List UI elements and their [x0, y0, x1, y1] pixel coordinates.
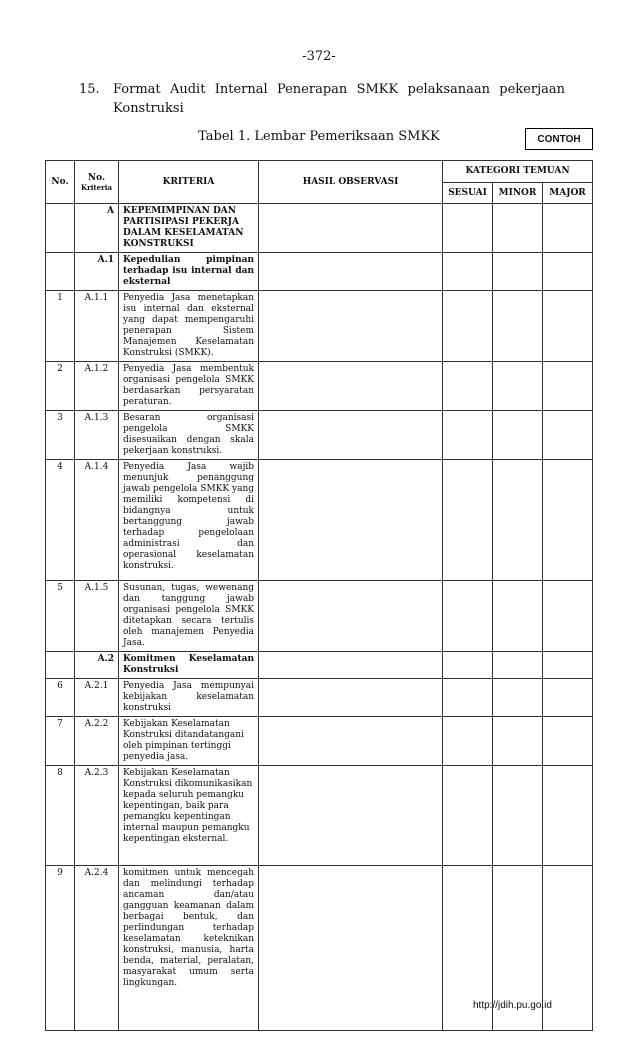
header-no-kriteria-sub: Kriteria — [80, 182, 112, 192]
observation-cell[interactable] — [259, 460, 443, 581]
observation-cell[interactable] — [259, 717, 443, 766]
row-criteria: Kebijakan Keselamatan Konstruksi ditandatangani oleh pimpinan tertinggi penyedia jasa. — [119, 717, 259, 766]
minor-cell[interactable] — [493, 411, 543, 460]
minor-cell[interactable] — [493, 717, 543, 766]
row-code: A — [75, 204, 119, 253]
row-criteria: Kebijakan Keselamatan Konstruksi dikomunikasikan kepada seluruh pemangku kepentingan, baik para pemangku kepentingan internal maupun pemangku kepentingan eksternal. — [119, 766, 259, 866]
observation-cell[interactable] — [259, 679, 443, 717]
observation-cell[interactable] — [259, 581, 443, 652]
header-no: No. — [46, 161, 75, 204]
sesuai-cell[interactable] — [443, 291, 493, 362]
row-no: 2 — [46, 362, 75, 411]
observation-cell[interactable] — [259, 204, 443, 253]
major-cell[interactable] — [543, 411, 593, 460]
minor-cell[interactable] — [493, 652, 543, 679]
table-row — [46, 652, 593, 679]
sesuai-cell[interactable] — [443, 253, 493, 291]
row-code: A.1.2 — [75, 362, 119, 411]
major-cell[interactable] — [543, 362, 593, 411]
row-no — [46, 652, 75, 679]
row-code: A.1.3 — [75, 411, 119, 460]
minor-cell[interactable] — [493, 253, 543, 291]
header-no-kriteria — [75, 161, 119, 204]
row-criteria: Penyedia Jasa mempunyai kebijakan keselamatan konstruksi — [119, 679, 259, 717]
section-title: Format Audit Internal Penerapan SMKK pelaksanaan pekerjaan Konstruksi — [113, 82, 565, 116]
row-criteria: komitmen untuk mencegah dan melindungi terhadap ancaman dan/atau gangguan keamanan dalam berbagai bentuk, dan perlindungan terhadap keselamatan keteknikan konstruksi, manusia, harta benda, material, peralatan, masyarakat umum serta lingkungan. — [119, 866, 259, 1031]
row-criteria: Besaran organisasi pengelola SMKK disesuaikan dengan skala pekerjaan konstruksi. — [119, 411, 259, 460]
major-cell[interactable] — [543, 291, 593, 362]
row-code: A.1.1 — [75, 291, 119, 362]
table-row — [46, 766, 593, 866]
major-cell[interactable] — [543, 717, 593, 766]
table-row — [46, 679, 593, 717]
table-row — [46, 581, 593, 652]
major-cell[interactable] — [543, 581, 593, 652]
footer-url[interactable]: http://jdih.pu.go.id — [473, 1000, 552, 1011]
row-code: A.1.4 — [75, 460, 119, 581]
row-code: A.2.3 — [75, 766, 119, 866]
row-no: 6 — [46, 679, 75, 717]
row-no: 3 — [46, 411, 75, 460]
row-code: A.1.5 — [75, 581, 119, 652]
row-no: 8 — [46, 766, 75, 866]
table-row — [46, 717, 593, 766]
row-no: 9 — [46, 866, 75, 1031]
row-criteria: Penyedia Jasa wajib menunjuk penanggung jawab pengelola SMKK yang memiliki kompetensi di bidangnya untuk bertanggung jawab terhadap pengelolaan administrasi dan operasional keselamatan konstruksi. — [119, 460, 259, 581]
audit-table — [45, 160, 593, 1031]
table-row — [46, 291, 593, 362]
row-criteria: Kepedulian pimpinan terhadap isu internal dan eksternal — [119, 253, 259, 291]
row-criteria: Komitmen Keselamatan Konstruksi — [119, 652, 259, 679]
row-code: A.2.4 — [75, 866, 119, 1031]
observation-cell[interactable] — [259, 652, 443, 679]
sesuai-cell[interactable] — [443, 679, 493, 717]
row-no: 5 — [46, 581, 75, 652]
sesuai-cell[interactable] — [443, 411, 493, 460]
observation-cell[interactable] — [259, 866, 443, 1031]
major-cell[interactable] — [543, 253, 593, 291]
row-no: 1 — [46, 291, 75, 362]
row-no — [46, 204, 75, 253]
header-sesuai: SESUAI — [443, 183, 493, 204]
row-criteria: Susunan, tugas, wewenang dan tanggung jawab organisasi pengelola SMKK ditetapkan secara tertulis oleh manajemen Penyedia Jasa. — [119, 581, 259, 652]
sesuai-cell[interactable] — [443, 766, 493, 866]
row-no — [46, 253, 75, 291]
row-no: 7 — [46, 717, 75, 766]
sesuai-cell[interactable] — [443, 204, 493, 253]
section-number: 15. — [79, 82, 100, 97]
minor-cell[interactable] — [493, 679, 543, 717]
minor-cell[interactable] — [493, 581, 543, 652]
header-kategori-temuan: KATEGORI TEMUAN — [443, 161, 593, 183]
header-no-kriteria-label: No. — [87, 172, 106, 183]
observation-cell[interactable] — [259, 411, 443, 460]
row-code: A.1 — [75, 253, 119, 291]
observation-cell[interactable] — [259, 766, 443, 866]
row-no: 4 — [46, 460, 75, 581]
header-minor: MINOR — [493, 183, 543, 204]
minor-cell[interactable] — [493, 204, 543, 253]
table-row — [46, 411, 593, 460]
header-hasil-observasi: HASIL OBSERVASI — [259, 161, 443, 204]
observation-cell[interactable] — [259, 291, 443, 362]
major-cell[interactable] — [543, 204, 593, 253]
major-cell[interactable] — [543, 460, 593, 581]
header-major: MAJOR — [543, 183, 593, 204]
row-criteria: KEPEMIMPINAN DAN PARTISIPASI PEKERJA DALAM KESELAMATAN KONSTRUKSI — [119, 204, 259, 253]
contoh-stamp: CONTOH — [525, 128, 593, 150]
sesuai-cell[interactable] — [443, 362, 493, 411]
minor-cell[interactable] — [493, 362, 543, 411]
table-row — [46, 460, 593, 581]
row-code: A.2.1 — [75, 679, 119, 717]
row-criteria: Penyedia Jasa membentuk organisasi pengelola SMKK berdasarkan persyaratan peraturan. — [119, 362, 259, 411]
major-cell[interactable] — [543, 652, 593, 679]
sesuai-cell[interactable] — [443, 581, 493, 652]
sesuai-cell[interactable] — [443, 717, 493, 766]
observation-cell[interactable] — [259, 362, 443, 411]
row-code: A.2 — [75, 652, 119, 679]
major-cell[interactable] — [543, 679, 593, 717]
sesuai-cell[interactable] — [443, 460, 493, 581]
page-number: -372- — [302, 49, 336, 64]
table-row — [46, 204, 593, 253]
row-criteria: Penyedia Jasa menetapkan isu internal dan eksternal yang dapat mempengaruhi penerapan Sistem Manajemen Keselamatan Konstruksi (SMKK). — [119, 291, 259, 362]
major-cell[interactable] — [543, 766, 593, 866]
minor-cell[interactable] — [493, 460, 543, 581]
table-row — [46, 253, 593, 291]
table-caption: Tabel 1. Lembar Pemeriksaan SMKK — [198, 129, 440, 144]
observation-cell[interactable] — [259, 253, 443, 291]
minor-cell[interactable] — [493, 291, 543, 362]
section-heading — [79, 80, 565, 118]
sesuai-cell[interactable] — [443, 652, 493, 679]
table-row — [46, 362, 593, 411]
header-kriteria: KRITERIA — [119, 161, 259, 204]
row-code: A.2.2 — [75, 717, 119, 766]
minor-cell[interactable] — [493, 766, 543, 866]
